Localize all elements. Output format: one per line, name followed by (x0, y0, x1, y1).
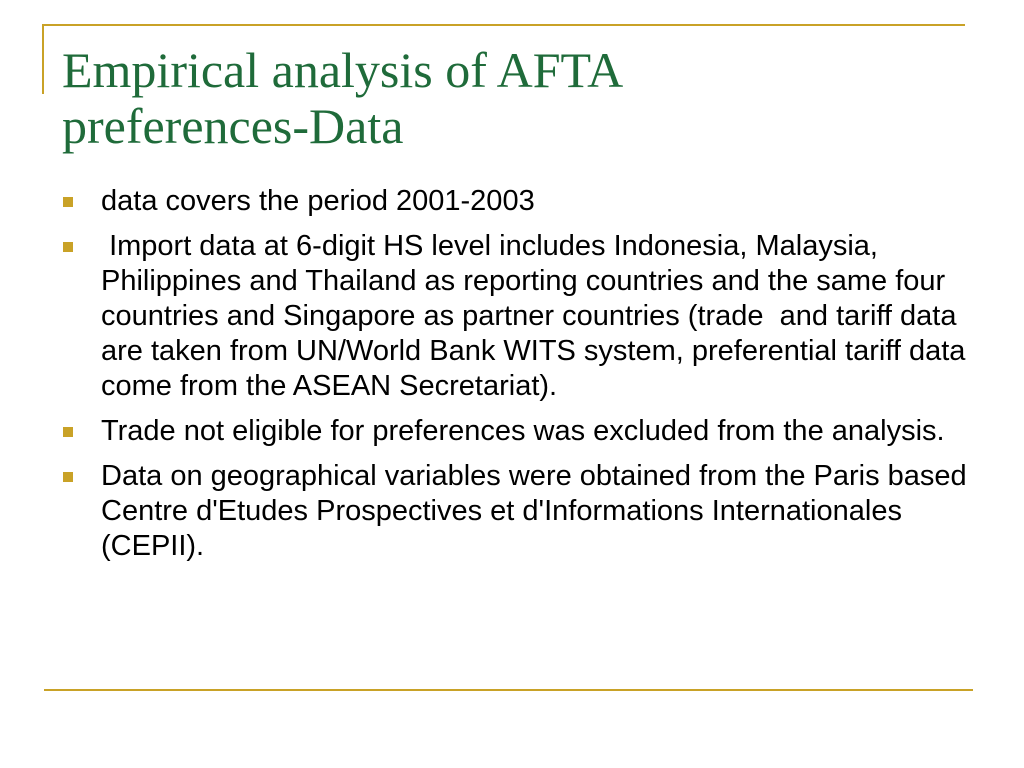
top-accent-rule (44, 24, 965, 26)
bullet-item-import-data (60, 229, 974, 404)
bullet-item-period (60, 184, 970, 219)
square-bullet-icon (63, 472, 73, 482)
bottom-accent-rule (44, 689, 973, 691)
bullet-item-excluded-trade (60, 414, 970, 449)
bullet-text: data covers the period 2001-2003 (101, 185, 535, 217)
left-accent-rule (42, 24, 44, 94)
square-bullet-icon (63, 197, 73, 207)
square-bullet-icon (63, 242, 73, 252)
square-bullet-icon (63, 427, 73, 437)
bullet-item-geographical-data (60, 459, 970, 564)
title-line-2: preferences-Data (62, 98, 404, 154)
bullet-text: Import data at 6-digit HS level includes Indonesia, Malaysia, Philippines and Thailand as reporting countries and the same four countries and Singapore as partner countries (trade and tariff data are taken from UN/World Bank WITS system, preferential tariff data come from the ASEAN Secretariat). (101, 230, 974, 402)
bullet-text: Data on geographical variables were obtained from the Paris based Centre d'Etudes Prospectives et d'Informations Internationales (CEPII). (101, 460, 967, 562)
title-line-1: Empirical analysis of AFTA (62, 42, 624, 98)
bullet-list (60, 184, 974, 574)
slide-title (62, 42, 962, 154)
bullet-text: Trade not eligible for preferences was excluded from the analysis. (101, 415, 945, 447)
